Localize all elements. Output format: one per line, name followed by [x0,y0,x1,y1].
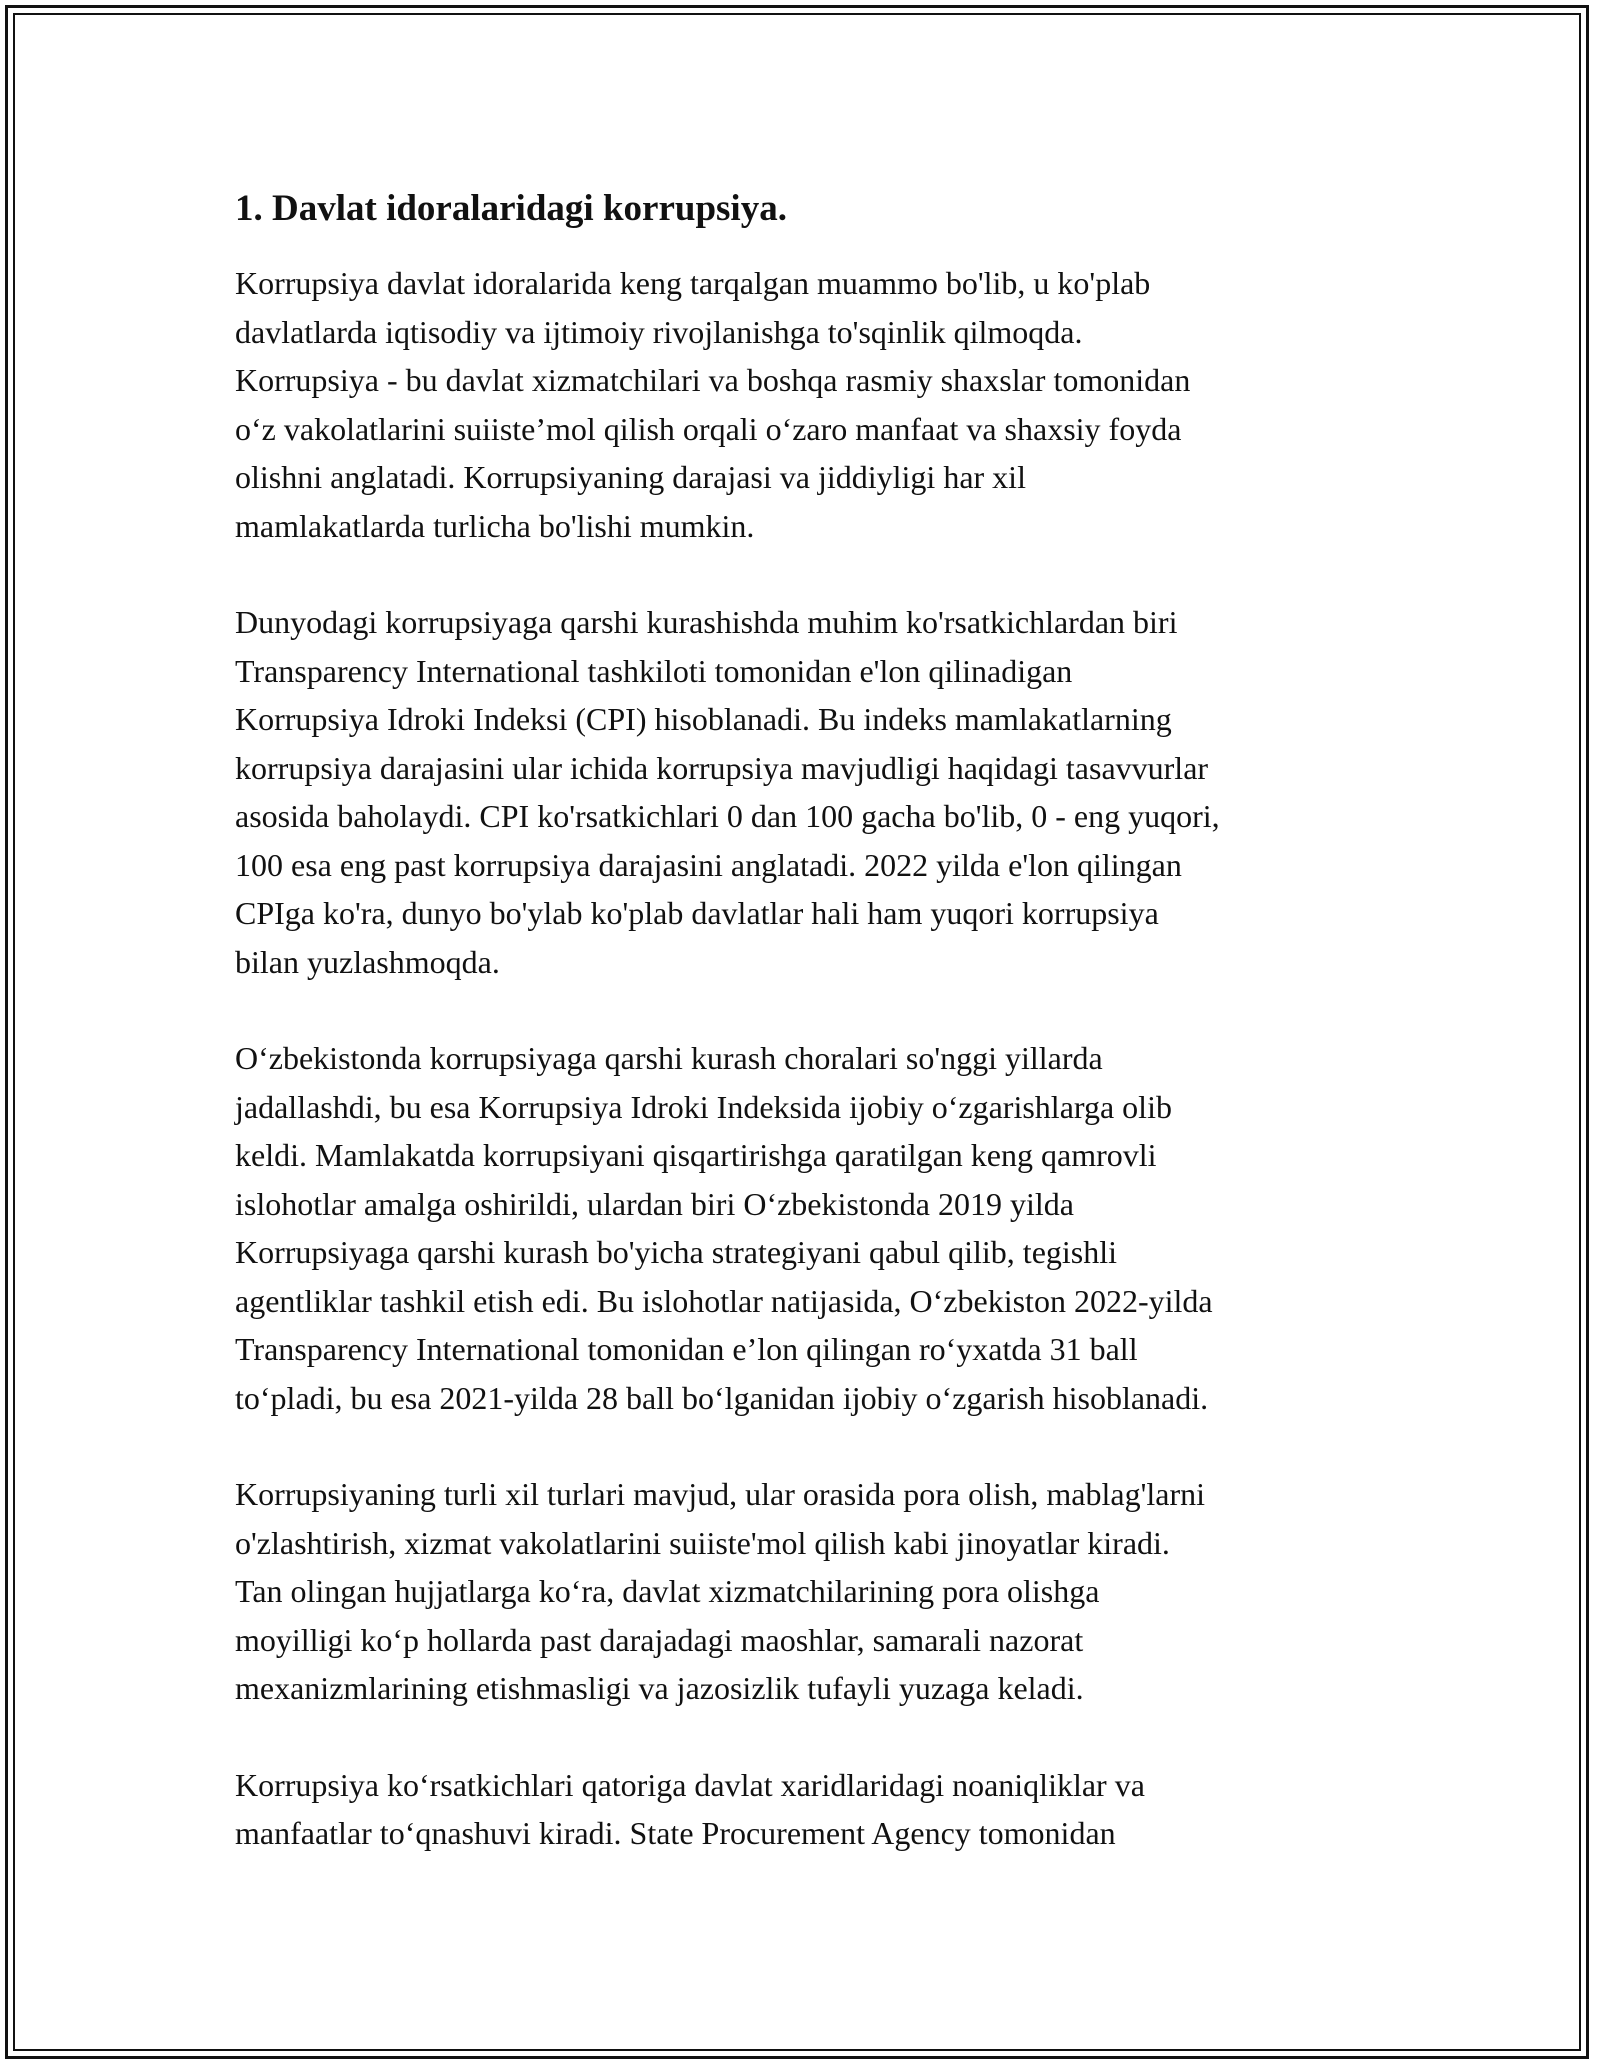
paragraph-line: Korrupsiya - bu davlat xizmatchilari va boshqa rasmiy shaxslar tomonidan [235,362,1191,398]
paragraph-1 [235,259,1385,550]
paragraph-line: O‘zbekistonda korrupsiyaga qarshi kurash choralari so'nggi yillarda [235,1040,1103,1076]
paragraph-line: olishni anglatadi. Korrupsiyaning darajasi va jiddiyligi har xil [235,459,1026,495]
paragraph-line: Korrupsiyaga qarshi kurash bo'yicha strategiyani qabul qilib, tegishli [235,1234,1118,1270]
paragraph-line: asosida baholaydi. CPI ko'rsatkichlari 0 dan 100 gacha bo'lib, 0 - eng yuqori, [235,798,1220,834]
paragraph-line: moyilligi ko‘p hollarda past darajadagi maoshlar, samarali nazorat [235,1621,1084,1658]
paragraph-line: Korrupsiya ko‘rsatkichlari qatoriga davlat xaridlaridagi noaniqliklar va [235,1766,1145,1803]
paragraph-line: Korrupsiyaning turli xil turlari mavjud, ular orasida pora olish, mablag'larni [235,1476,1205,1512]
paragraph-line: Transparency International tomonidan e’lon qilingan ro‘yxatda 31 ball [235,1331,1138,1367]
paragraph-line: keldi. Mamlakatda korrupsiyani qisqartirishga qaratilgan keng qamrovli [235,1137,1157,1173]
paragraph-line: bilan yuzlashmoqda. [235,943,500,980]
paragraph-line: islohotlar amalga oshirildi, ulardan biri O‘zbekistonda 2019 yilda [235,1185,1074,1222]
paragraph-3 [235,1034,1385,1422]
document-body [235,185,1385,1906]
paragraph-line: o‘z vakolatlarini suiiste’mol qilish orqali o‘zaro manfaat va shaxsiy foyda [235,410,1182,447]
paragraph-4 [235,1470,1385,1713]
paragraph-line: mamlakatlarda turlicha bo'lishi mumkin. [235,507,755,544]
paragraph-line: CPIga ko'ra, dunyo bo'ylab ko'plab davlatlar hali ham yuqori korrupsiya [235,895,1159,931]
paragraph-line: Transparency International tashkiloti tomonidan e'lon qilinadigan [235,652,1073,689]
section-heading: 1. Davlat idoralaridagi korrupsiya. [235,188,787,229]
paragraph-line: Tan olingan hujjatlarga ko‘ra, davlat xizmatchilarining pora olishga [235,1573,1100,1609]
paragraph-line: Korrupsiya davlat idoralarida keng tarqalgan muammo bo'lib, u ko'plab [235,265,1151,301]
paragraph-line: korrupsiya darajasini ular ichida korrupsiya mavjudligi haqidagi tasavvurlar [235,749,1209,786]
paragraph-5 [235,1761,1385,1858]
paragraph-line: Korrupsiya Idroki Indeksi (CPI) hisoblanadi. Bu indeks mamlakatlarning [235,701,1172,737]
paragraph-line: agentliklar tashkil etish edi. Bu islohotlar natijasida, O‘zbekiston 2022-yilda [235,1282,1213,1319]
paragraph-line: mexanizmlarining etishmasligi va jazosizlik tufayli yuzaga keladi. [235,1670,1084,1706]
paragraph-line: jadallashdi, bu esa Korrupsiya Idroki Indeksida ijobiy o‘zgarishlarga olib [235,1088,1172,1125]
paragraph-2 [235,598,1385,986]
paragraph-line: o'zlashtirish, xizmat vakolatlarini suiiste'mol qilish kabi jinoyatlar kiradi. [235,1524,1170,1561]
paragraph-line: to‘pladi, bu esa 2021-yilda 28 ball bo‘lganidan ijobiy o‘zgarish hisoblanadi. [235,1379,1209,1416]
paragraph-line: manfaatlar to‘qnashuvi kiradi. State Procurement Agency tomonidan [235,1815,1116,1851]
paragraph-line: davlatlarda iqtisodiy va ijtimoiy rivojlanishga to'sqinlik qilmoqda. [235,313,1083,350]
paragraph-line: Dunyodagi korrupsiyaga qarshi kurashishda muhim ko'rsatkichlardan biri [235,604,1178,640]
paragraph-line: 100 esa eng past korrupsiya darajasini anglatadi. 2022 yilda e'lon qilingan [235,846,1182,883]
